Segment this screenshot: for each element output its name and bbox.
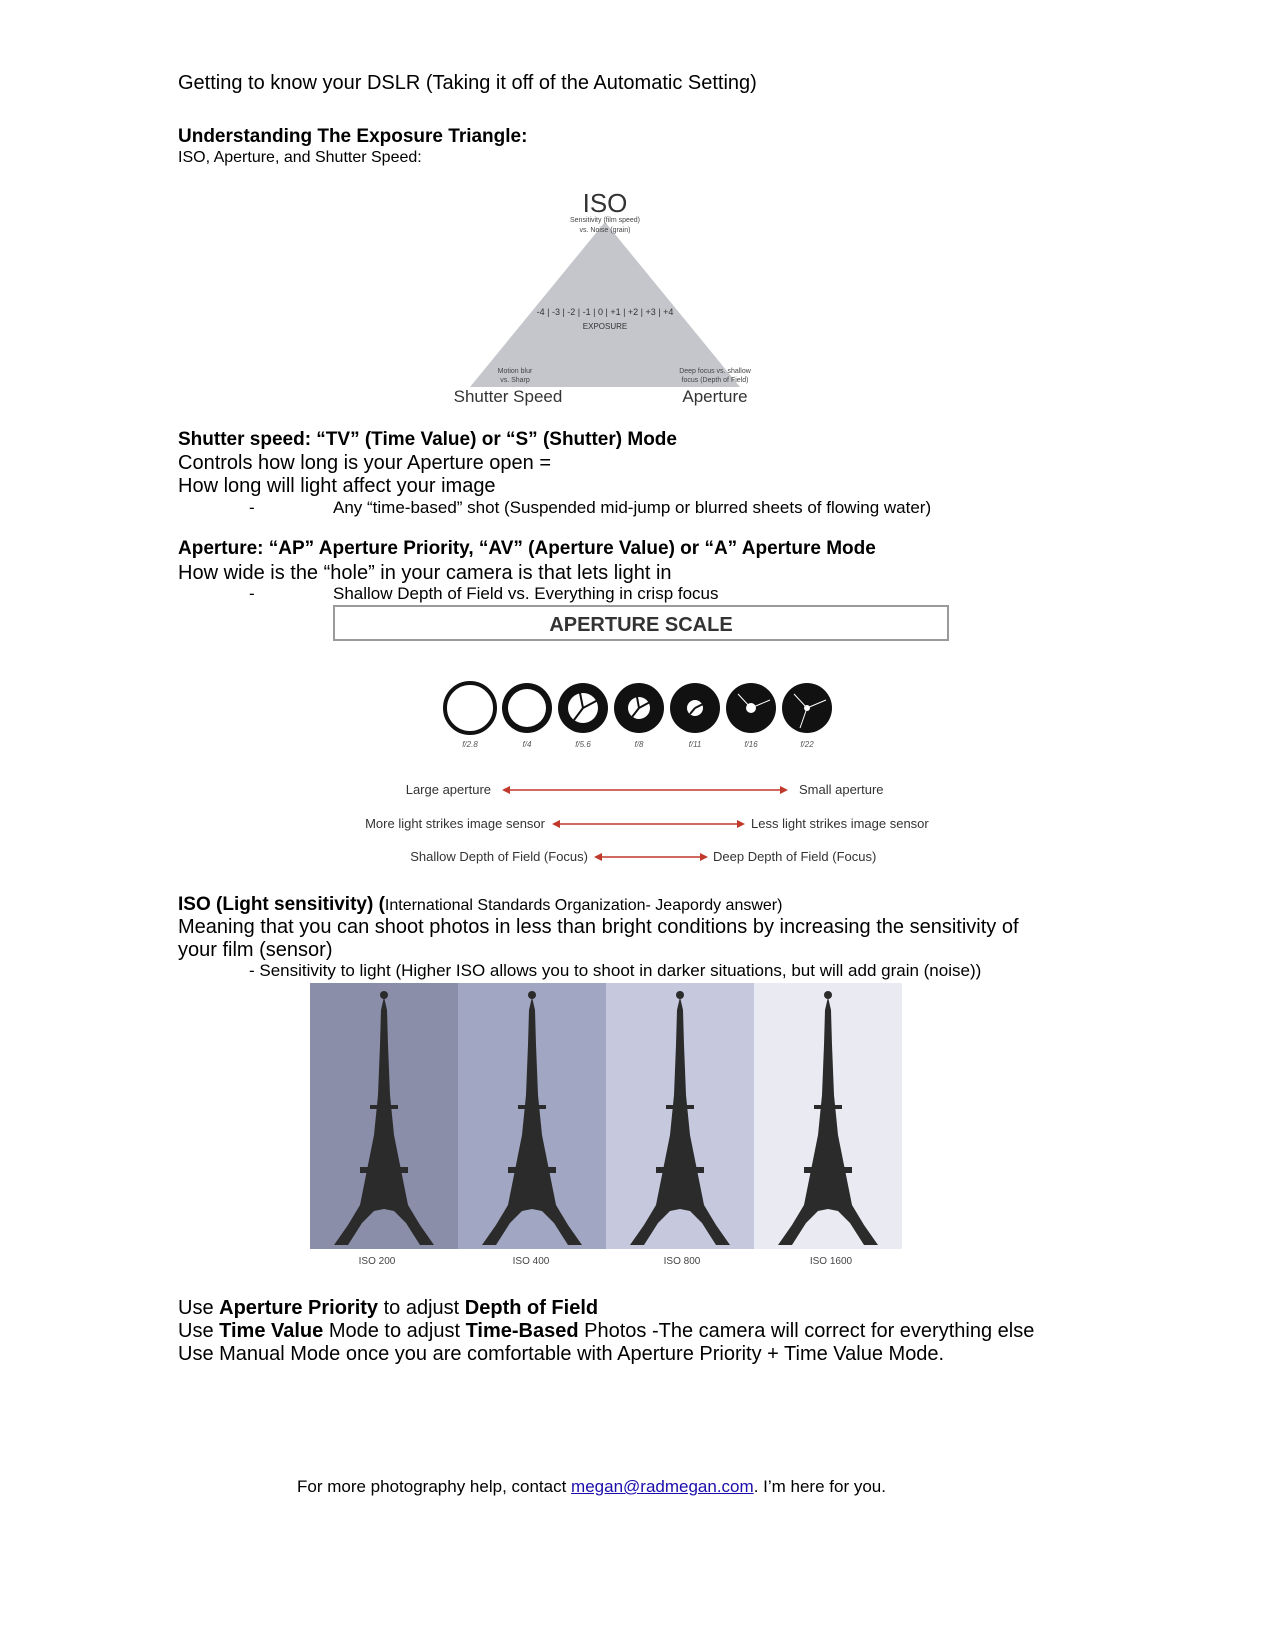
exposure-scale: -4 | -3 | -2 | -1 | 0 | +1 | +2 | +3 | +4 [536, 307, 674, 317]
large-aperture-label: Large aperture [405, 782, 491, 797]
aperture-bullet: Shallow Depth of Field vs. Everything in crisp focus [333, 584, 719, 603]
less-light-label: Less light strikes image sensor [751, 816, 929, 831]
shutter-caption-2: vs. Sharp [500, 377, 530, 384]
shutter-bullet: Any “time-based” shot (Suspended mid-jump or blurred sheets of flowing water) [333, 498, 932, 517]
summary-time-value: Time Value [219, 1320, 324, 1342]
row2-arrowhead-left [552, 820, 560, 828]
shutter-line-2: How long will light affect your image [178, 475, 496, 497]
aperture-stop-4 [502, 683, 552, 733]
f-stop-label-5: f/11 [688, 740, 702, 749]
shutter-speed-label: Shutter Speed [453, 387, 563, 406]
aperture-stop-16 [726, 683, 776, 733]
summary-l1-text-a: Use [178, 1297, 220, 1319]
aperture-label: Aperture [682, 387, 748, 406]
aperture-line-1: How wide is the “hole” in your camera is that lets light in [178, 562, 672, 584]
aperture-stop-22 [782, 683, 832, 733]
iso-line-2: your film (sensor) [178, 939, 333, 961]
exposure-label: EXPOSURE [582, 322, 628, 331]
f-stop-label-2: f/4 [522, 740, 532, 749]
summary-line-3: Use Manual Mode once you are comfortable with Aperture Priority + Time Value Mode. [178, 1343, 945, 1365]
iso-400-label: ISO 400 [512, 1256, 550, 1267]
footer-text-after: . I’m here for you. [753, 1477, 886, 1496]
summary-aperture-priority: Aperture Priority [219, 1297, 379, 1319]
iso-line-1: Meaning that you can shoot photos in less than bright conditions by increasing the sensitivity of [178, 916, 1019, 938]
exposure-triangle-diagram [430, 182, 790, 412]
shallow-dof-label: Shallow Depth of Field (Focus) [410, 849, 588, 864]
shutter-line-1: Controls how long is your Aperture open = [178, 452, 551, 474]
aperture-stop-8 [614, 683, 664, 733]
iso-comparison-photo [310, 983, 902, 1273]
summary-line-1 [178, 1296, 598, 1320]
summary-l2-text-c: Mode to adjust [323, 1320, 466, 1342]
aperture-bullet-dash: - [249, 584, 255, 603]
deep-dof-label: Deep Depth of Field (Focus) [713, 849, 877, 864]
triangle-subheading: ISO, Aperture, and Shutter Speed: [178, 149, 422, 166]
aperture-stop-11 [670, 683, 720, 733]
aperture-stop-2-8 [445, 683, 495, 733]
f-stop-label-1: f/2.8 [462, 740, 478, 749]
row2-arrowhead-right [737, 820, 745, 828]
document-title: Getting to know your DSLR (Taking it off of the Automatic Setting) [178, 72, 757, 94]
footer-text-before: For more photography help, contact [297, 1477, 572, 1496]
aperture-caption-1: Deep focus vs. shallow [679, 368, 751, 375]
summary-time-based: Time-Based [465, 1320, 579, 1342]
small-aperture-label: Small aperture [799, 782, 884, 797]
iso-bullet: - Sensitivity to light (Higher ISO allows you to shoot in darker situations, but will add grain (noise)) [249, 961, 982, 980]
more-light-label: More light strikes image sensor [365, 816, 545, 831]
f-stop-label-7: f/22 [800, 740, 814, 749]
aperture-scale-graphic [330, 604, 955, 872]
iso-caption-2: vs. Noise (grain) [579, 227, 631, 234]
row1-arrowhead-left [502, 786, 510, 794]
footer [297, 1476, 886, 1497]
aperture-scale-title: APERTURE SCALE [549, 614, 733, 636]
f-stop-label-3: f/5.6 [575, 740, 591, 749]
shutter-caption-1: Motion blur [497, 368, 533, 375]
summary-l2-text-e: Photos -The camera will correct for everything else [578, 1320, 1035, 1342]
row3-arrowhead-right [700, 853, 708, 861]
iso-heading-line [178, 893, 782, 917]
f-stop-label-6: f/16 [744, 740, 758, 749]
f-stop-label-4: f/8 [634, 740, 644, 749]
shutter-heading: Shutter speed: “TV” (Time Value) or “S” (Shutter) Mode [178, 429, 677, 450]
row1-arrowhead-right [780, 786, 788, 794]
shutter-bullet-dash: - [249, 498, 255, 517]
summary-l2-text-a: Use [178, 1320, 220, 1342]
iso-heading: ISO (Light sensitivity) ( [178, 894, 385, 915]
iso-1600-label: ISO 1600 [809, 1256, 853, 1267]
aperture-stop-5-6 [558, 683, 608, 733]
iso-heading-note: International Standards Organization- Jeapordy answer) [384, 897, 783, 914]
summary-l1-text-c: to adjust [378, 1297, 465, 1319]
summary-line-2 [178, 1319, 1034, 1343]
iso-800-label: ISO 800 [663, 1256, 701, 1267]
aperture-caption-2: focus (Depth of Field) [681, 377, 749, 384]
iso-200-label: ISO 200 [358, 1256, 396, 1267]
row3-arrowhead-left [594, 853, 602, 861]
summary-depth-of-field: Depth of Field [464, 1297, 599, 1319]
triangle-shape [470, 222, 740, 387]
aperture-heading: Aperture: “AP” Aperture Priority, “AV” (Aperture Value) or “A” Aperture Mode [178, 538, 876, 559]
triangle-heading: Understanding The Exposure Triangle: [178, 126, 528, 147]
email-link[interactable]: megan@radmegan.com [571, 1477, 754, 1496]
iso-caption-1: Sensitivity (film speed) [569, 217, 641, 224]
iso-label: ISO [582, 188, 628, 218]
